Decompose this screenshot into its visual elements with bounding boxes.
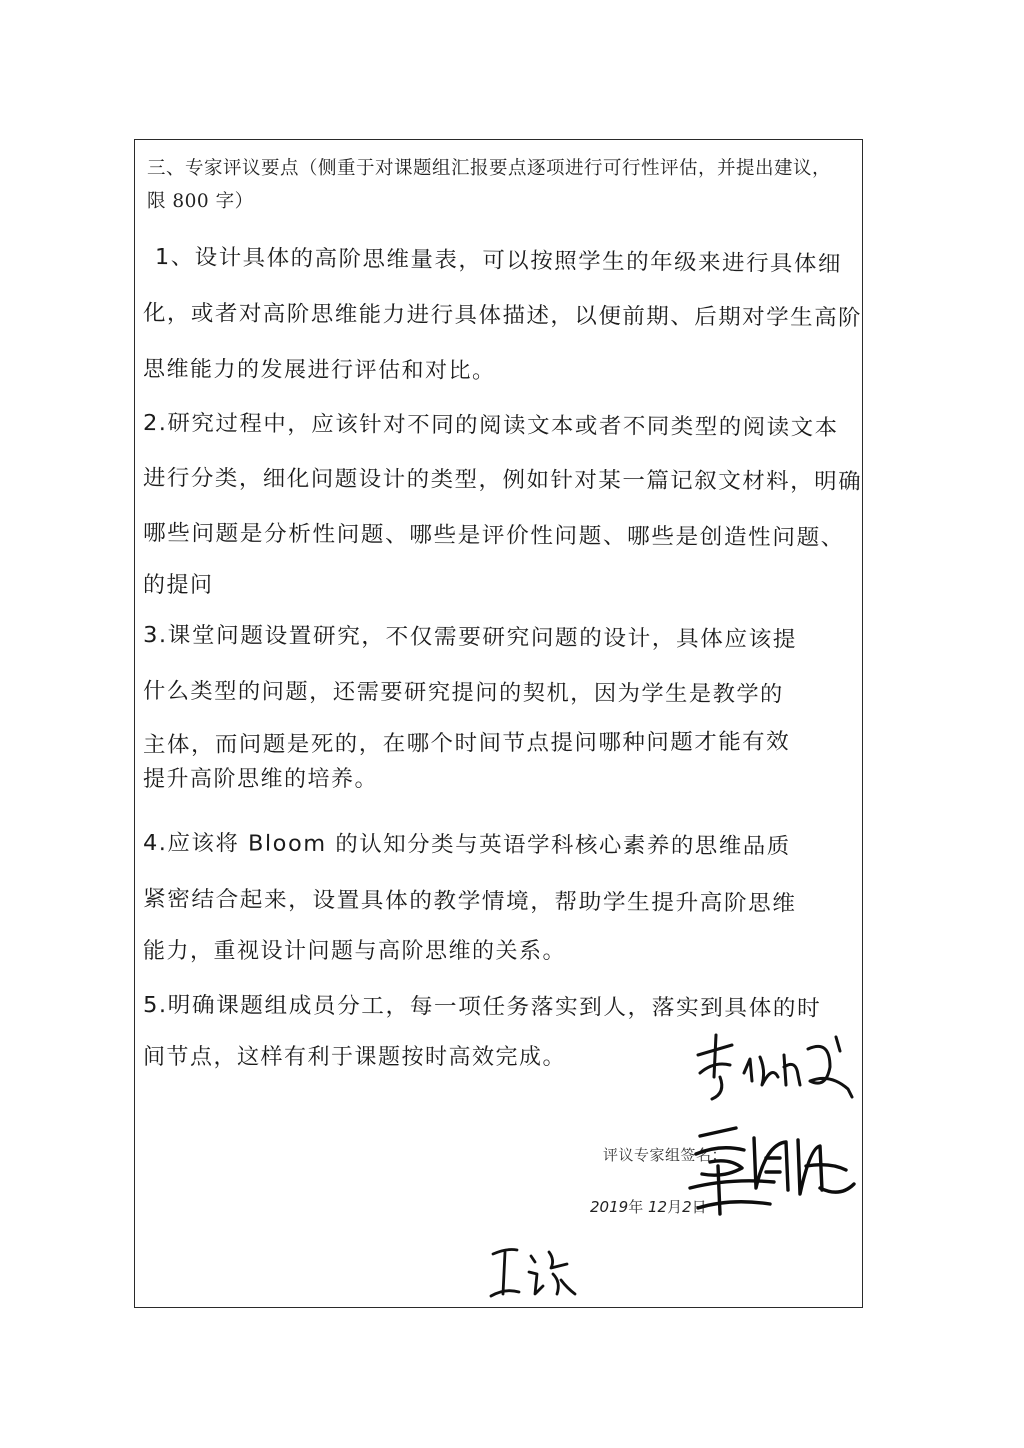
- review-form-box: [134, 139, 863, 1308]
- date-month: 12: [647, 1198, 668, 1216]
- review-line: 哪些问题是分析性问题、哪些是评价性问题、哪些是创造性问题、: [142, 521, 846, 551]
- section-heading: 三、专家评议要点（侧重于对课题组汇报要点逐项进行可行性评估，并提出建议，限 800 字）: [147, 158, 832, 212]
- date-day-suffix: 日: [691, 1198, 707, 1216]
- review-line: 间节点，这样有利于课题按时高效完成。: [143, 1045, 567, 1070]
- signature-3-image: [483, 1238, 583, 1308]
- review-line: 提升高阶思维的培养。: [143, 767, 379, 792]
- date-year: 2019: [590, 1198, 629, 1216]
- review-line: 进行分类，细化问题设计的类型，例如针对某一篇记叙文材料，明确: [142, 466, 863, 495]
- review-line: 2.研究过程中，应该针对不同的阅读文本或者不同类型的阅读文本: [142, 411, 839, 441]
- signature-label: 评议专家组签名：: [603, 1146, 728, 1164]
- date-year-suffix: 年: [628, 1198, 644, 1216]
- signature-2-image: [670, 1118, 860, 1228]
- review-line: 3.课堂问题设置研究，不仅需要研究问题的设计，具体应该提: [142, 623, 798, 653]
- date-day: 2: [682, 1198, 692, 1216]
- review-line: 能力，重视设计问题与高阶思维的关系。: [143, 939, 567, 964]
- review-line: 主体，而问题是死的，在哪个时间节点提问哪种问题才能有效: [142, 729, 791, 758]
- date-month-suffix: 月: [667, 1198, 683, 1216]
- signature-1-image: [680, 1015, 870, 1105]
- review-line: 4.应该将 Bloom 的认知分类与英语学科核心素养的思维品质: [142, 831, 791, 860]
- review-line: 紧密结合起来，设置具体的教学情境，帮助学生提升高阶思维: [142, 887, 797, 917]
- review-line: 什么类型的问题，还需要研究提问的契机，因为学生是教学的: [142, 679, 784, 708]
- review-line: 的提问: [143, 573, 214, 598]
- review-line: 化，或者对高阶思维能力进行具体描述，以便前期、后期对学生高阶: [142, 301, 863, 332]
- review-line: 思维能力的发展进行评估和对比。: [142, 357, 496, 384]
- review-line: 5.明确课题组成员分工，每一项任务落实到人，落实到具体的时: [142, 993, 822, 1022]
- review-line: 1、设计具体的高阶思维量表，可以按照学生的年级来进行具体细: [154, 245, 843, 278]
